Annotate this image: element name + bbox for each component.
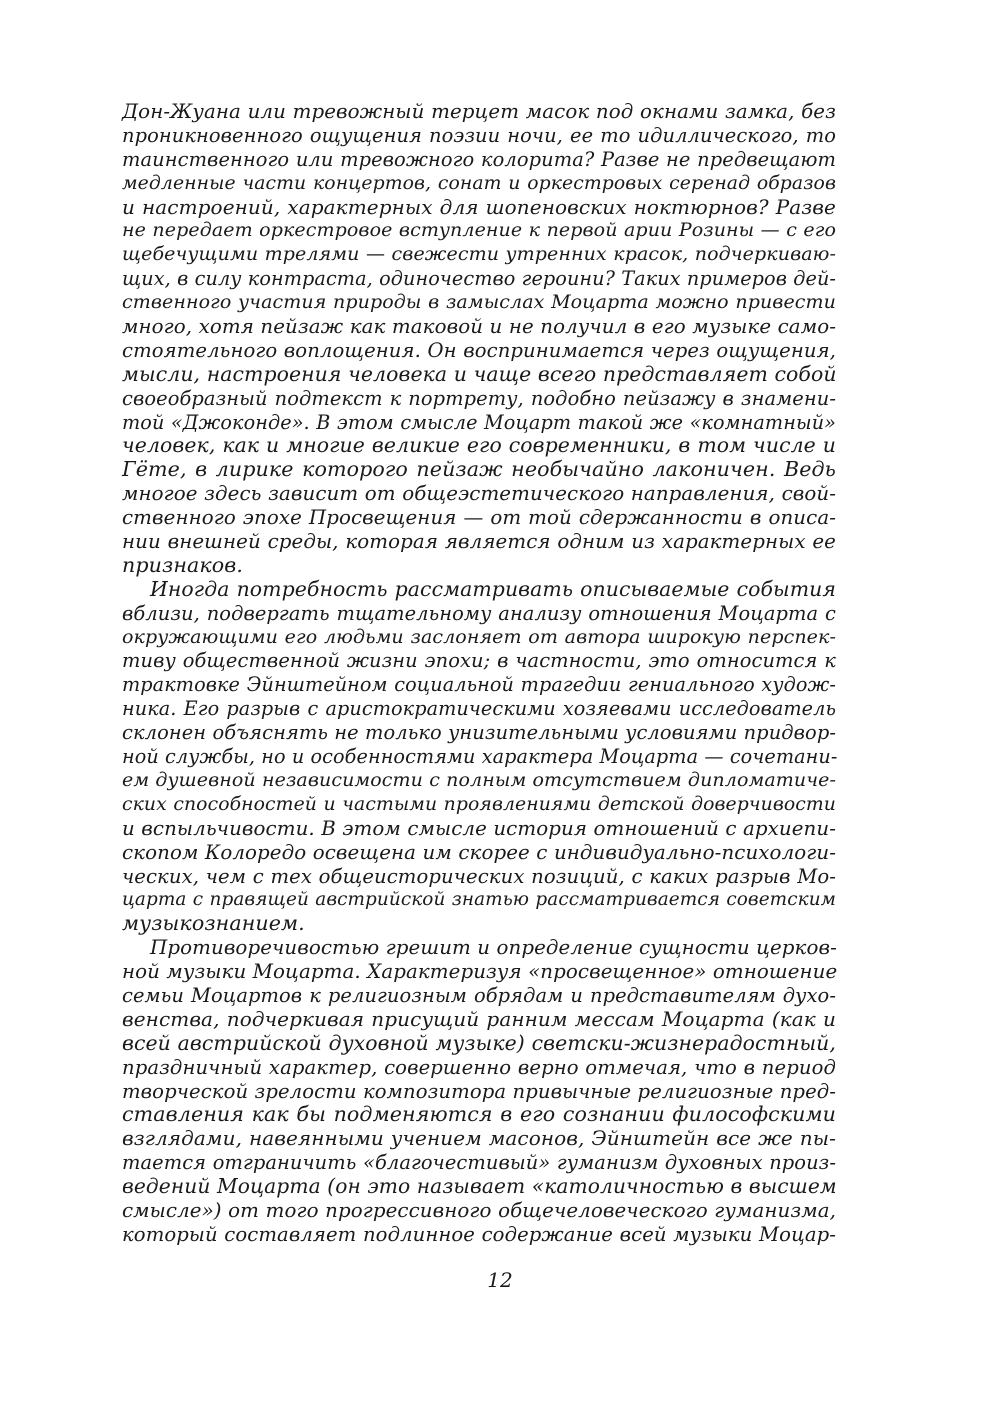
text-line: Противоречивостью грешит и определение сущности церков-	[150, 936, 837, 960]
paragraph	[122, 578, 836, 936]
text-line: ственного эпохе Просвещения — от той сдержанности в описа-	[122, 506, 836, 530]
text-line: Дон-Жуана или тревожный терцет масок под окнами замка, без	[122, 100, 836, 123]
text-line: многое здесь зависит от общеэстетического направления, свой-	[122, 482, 836, 506]
text-line: ем душевной независимости с полным отсутствием дипломатиче-	[122, 768, 836, 791]
text-line: окружающими его людьми заслоняет от автора широкую перспек-	[122, 625, 836, 648]
text-line: таинственного или тревожного колорита? Разве не предвещают	[122, 147, 836, 171]
text-line: семьи Моцартов к религиозным обрядам и представителям духо-	[122, 983, 836, 1007]
text-line: смысле») от того прогрессивного общечеловеческого гуманизма,	[122, 1198, 836, 1222]
text-line: ника. Его разрыв с аристократическими хозяевами исследователь	[122, 697, 836, 721]
text-line: стоятельного воплощения. Он воспринимается через ощущения,	[122, 338, 836, 362]
text-line: щебечущими трелями — свежести утренних красок, подчеркиваю-	[122, 243, 836, 266]
text-line: ной службы, но и особенностями характера Моцарта — сочетани-	[122, 745, 838, 769]
text-line: скопом Колоредо освещена им скорее с индивидуально-психологи-	[122, 840, 836, 864]
text-line: ских способностей и частыми проявлениями детской доверчивости	[122, 793, 836, 815]
page-number: 12	[487, 1268, 513, 1292]
text-line: тиву общественной жизни эпохи; в частности, это относится к	[122, 649, 836, 673]
text-line: склонен объяснять не только унизительными условиями придвор-	[122, 721, 836, 745]
text-line: той «Джоконде». В этом смысле Моцарт такой же «комнатный»	[122, 410, 836, 434]
text-line: не передает оркестровое вступление к первой арии Розины — с его	[122, 219, 836, 242]
text-line: нии внешней среды, которая является одним из характерных ее	[122, 530, 836, 554]
text-line: Иногда потребность рассматривать описываемые события	[150, 576, 836, 601]
text-line: творческой зрелости композитора привычные религиозные пред-	[122, 1079, 836, 1103]
text-line: ческих, чем с тех общеисторических позиций, с каких разрыв Мо-	[122, 864, 836, 888]
text-line: мысли, настроения человека и чаще всего представляет собой	[122, 361, 837, 386]
text-line: проникновенного ощущения поэзии ночи, ее то идиллического, то	[122, 123, 836, 147]
text-line: своеобразный подтекст к портрету, подобно пейзажу в знамени-	[122, 386, 836, 410]
text-line: щих, в силу контраста, одиночество героини? Таких примеров дей-	[122, 267, 836, 291]
text-line: трактовке Эйнштейном социальной трагедии гениального худож-	[122, 673, 836, 697]
text-line: всей австрийской духовной музыке) светски-жизнерадостный,	[122, 1030, 836, 1055]
text-line: взглядами, навеянными учением масонов, Эйнштейн все же пы-	[122, 1126, 836, 1151]
text-line: много, хотя пейзаж как таковой и не получил в его музыке само-	[122, 315, 836, 339]
text-line: который составляет подлинное содержание всей музыки Моцар-	[122, 1222, 836, 1246]
body-text	[122, 100, 836, 1247]
text-line: царта с правящей австрийской знатью рассматривается советским	[122, 889, 836, 911]
text-line: тается отграничить «благочестивый» гуманизм духовных произ-	[122, 1151, 836, 1175]
text-line: праздничный характер, совершенно верно отмечая, что в период	[122, 1055, 836, 1079]
text-line: ственного участия природы в замыслах Моцарта можно привести	[122, 291, 836, 314]
text-line: ведений Моцарта (он это называет «католичностью в высшем	[122, 1174, 837, 1199]
paragraph	[122, 100, 836, 578]
text-line: признаков.	[122, 552, 244, 577]
paragraph	[122, 936, 836, 1247]
text-line: музыкознанием.	[122, 911, 305, 936]
text-line: Гёте, в лирике которого пейзаж необычайно лаконичен. Ведь	[122, 457, 836, 482]
text-line: ставления как бы подменяются в его сознании философскими	[122, 1102, 836, 1127]
text-line: человек, как и многие великие его современники, в том числе и	[122, 433, 836, 458]
text-line: медленные части концертов, сонат и оркестровых серенад образов	[122, 172, 836, 194]
text-line: ной музыки Моцарта. Характеризуя «просвещенное» отношение	[122, 960, 838, 984]
text-line: венства, подчеркивая присущий ранним мессам Моцарта (как и	[122, 1006, 836, 1031]
text-line: вблизи, подвергать тщательному анализу отношения Моцарта с	[122, 601, 836, 625]
text-line: и вспыльчивости. В этом смысле история отношений с архиепи-	[122, 816, 836, 840]
text-line: и настроений, характерных для шопеновских ноктюрнов? Разве	[122, 194, 836, 219]
